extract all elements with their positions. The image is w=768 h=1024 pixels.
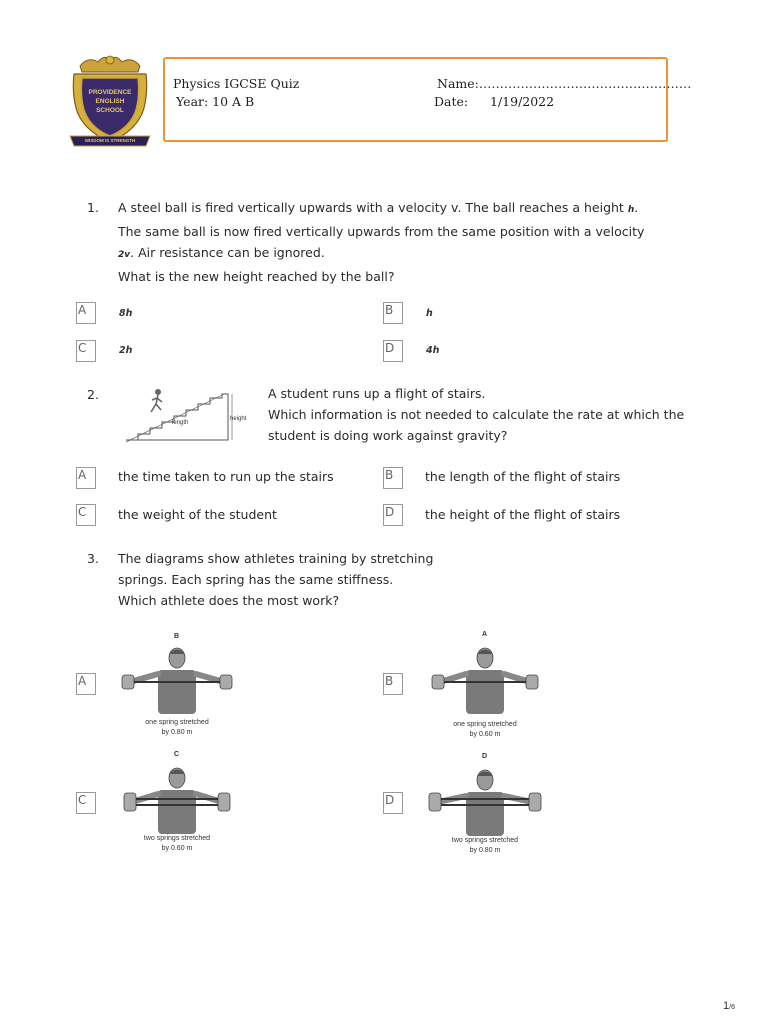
q3-option-b-box[interactable]: B [383,673,403,695]
q3-line3: Which athlete does the most work? [118,593,340,608]
q1-option-a-text: 8h [119,308,133,319]
q3-line1: The diagrams show athletes training by stretching [118,551,434,566]
q2-text [268,383,708,446]
figure-caption-2: by 0.60 m [469,731,501,738]
figure-caption-1: one spring stretched [453,721,517,728]
q2-option-b-text: the length of the flight of stairs [425,469,621,484]
date-label: Date: [434,94,469,109]
q1-line3: . Air resistance can be ignored. [130,245,325,260]
date-value: 1/19/2022 [490,94,555,109]
figure-caption-1: two springs stretched [451,837,519,844]
q1-option-b-box[interactable]: B [383,302,403,324]
q2-line1: A student runs up a flight of stairs. [268,386,486,401]
q3-text [118,548,518,611]
q3-figure-a [118,632,236,740]
q2-option-c-text: the weight of the student [118,507,277,522]
stairs-height-label: height [230,416,247,422]
q1-var-2v: 2v [118,250,131,260]
q1-var-h: h [627,205,635,215]
q2-option-a-text: the time taken to run up the stairs [118,469,334,484]
q3-number: 3. [87,551,99,566]
q1-option-a-box[interactable]: A [76,302,96,324]
q2-option-a-box[interactable]: A [76,467,96,489]
figure-caption-1: two springs stretched [143,835,211,842]
q2-number: 2. [87,387,99,402]
q1-option-d-text: 4h [426,345,440,356]
name-field[interactable]: Name:…………………………………………… [437,76,692,91]
q2-option-d-box[interactable]: D [383,504,403,526]
q2-option-c-box[interactable]: C [76,504,96,526]
q3-option-a-box[interactable]: A [76,673,96,695]
q1-text: A steel ball is fired vertically upwards with a velocity v. The ball reaches a height h. The same ball is now fired vertically upwards from the same position with a velocity 2v. Air resistance can be ignored. What is the new height reached by the ball? [118,197,678,287]
page-number [723,996,735,1014]
q3-figure-d [426,752,544,862]
q1-line1: A steel ball is fired vertically upwards with a velocity v. The ball reaches a height [118,200,624,215]
q1-number: 1. [87,200,99,215]
figure-label: C [174,751,180,758]
school-logo [68,52,152,152]
stairs-length-label: length [172,420,189,426]
athlete-two-springs-icon [426,764,544,836]
q3-figure-c [118,750,236,860]
q1-option-c-box[interactable]: C [76,340,96,362]
athlete-one-spring-icon [118,642,236,714]
q2-option-b-box[interactable]: B [383,467,403,489]
q1-option-b-text: h [426,308,433,319]
q1-line4: What is the new height reached by the ball? [118,269,395,284]
q2-line3: student is doing work against gravity? [268,428,508,443]
q3-figure-b [426,630,544,740]
q3-line2: springs. Each spring has the same stiffness. [118,572,394,587]
logo-motto: WISDOM IS STRENGTH [84,138,136,143]
page-total: /6 [729,1004,735,1011]
q1-line2: The same ball is now fired vertically upwards from the same position with a velocity [118,224,645,239]
subject-title: Physics IGCSE Quiz [173,76,300,91]
stairs-diagram [120,382,250,444]
figure-caption-2: by 0.80 m [469,847,501,854]
page-current: 1 [723,1000,730,1012]
q2-line2: Which information is not needed to calculate the rate at which the [268,407,685,422]
figure-caption-2: by 0.80 m [161,729,193,736]
figure-label: A [482,631,488,638]
q2-option-d-text: the height of the flight of stairs [425,507,621,522]
figure-label: B [174,633,180,640]
q3-option-c-box[interactable]: C [76,792,96,814]
athlete-one-spring-icon [426,642,544,714]
q1-option-c-text: 2h [119,345,133,356]
figure-label: D [482,753,488,760]
logo-text-2: ENGLISH [95,98,125,105]
logo-text-1: PROVIDENCE [88,89,132,96]
figure-caption-2: by 0.60 m [161,845,193,852]
year-label: Year: 10 A B [176,94,255,109]
q1-option-d-box[interactable]: D [383,340,403,362]
logo-text-3: SCHOOL [96,107,124,114]
figure-caption-1: one spring stretched [145,719,209,726]
athlete-two-springs-icon [118,762,236,834]
q3-option-d-box[interactable]: D [383,792,403,814]
